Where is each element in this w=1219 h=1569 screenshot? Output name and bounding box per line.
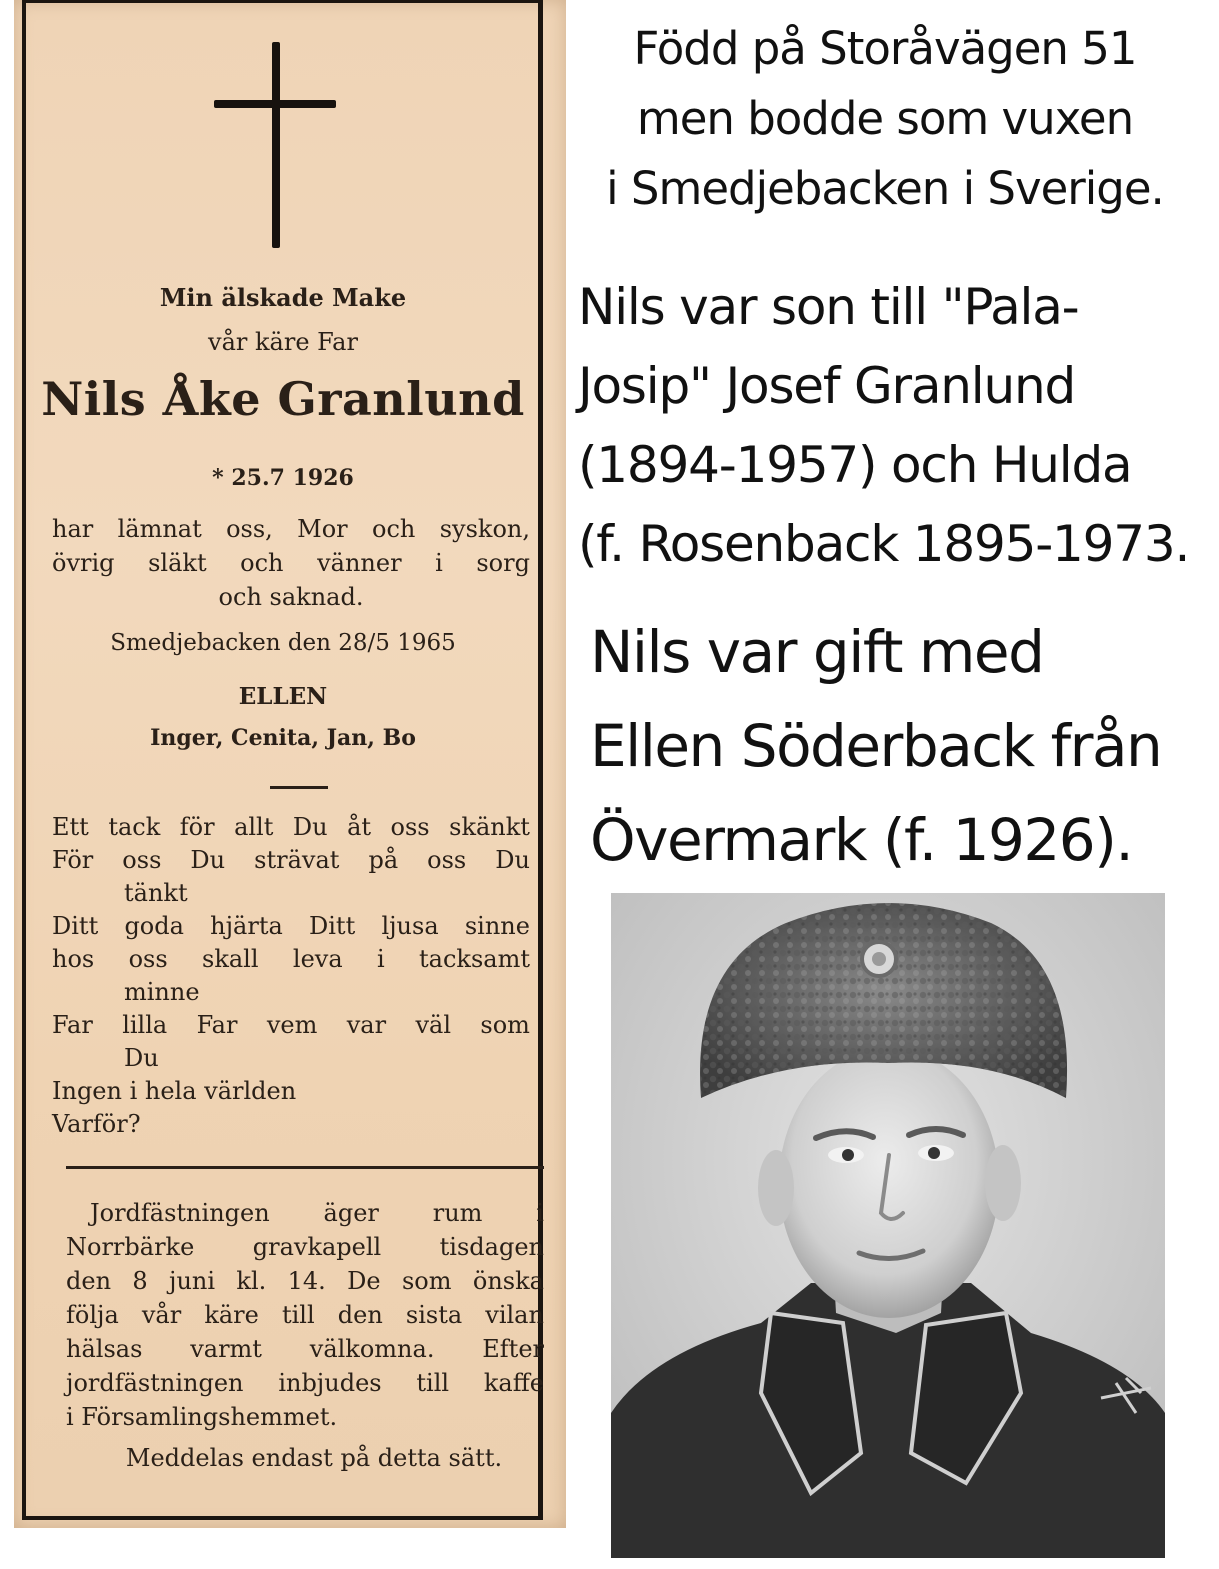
word: kaffe <box>483 1369 544 1397</box>
word: goda <box>124 912 184 940</box>
word: och <box>372 515 416 543</box>
children-names: Inger, Cenita, Jan, Bo <box>150 725 416 751</box>
word: i <box>435 549 443 577</box>
obituary-paragraph-line: och saknad. <box>218 583 364 611</box>
place-and-date: Smedjebacken den 28/5 1965 <box>110 630 456 656</box>
word: åt <box>347 813 372 841</box>
word: följa <box>66 1301 119 1329</box>
word: vänner <box>317 549 402 577</box>
word: Du <box>292 813 328 841</box>
caption-marriage-line-2: Ellen Söderback från <box>590 712 1162 780</box>
word: som <box>401 1267 452 1295</box>
poem-line: minne <box>124 978 200 1006</box>
word: tack <box>108 813 161 841</box>
word: vem <box>266 1011 318 1039</box>
clipping-border-left <box>22 0 26 1520</box>
word: tacksamt <box>419 945 530 973</box>
word: sorg <box>476 549 530 577</box>
ear-right <box>985 1145 1021 1221</box>
word: oss, <box>226 515 273 543</box>
word: allt <box>234 813 274 841</box>
poem-line <box>52 943 530 976</box>
word: tisdagen <box>439 1233 544 1261</box>
word: i <box>536 1199 544 1227</box>
word: oss <box>128 945 168 973</box>
word: vår <box>141 1301 182 1329</box>
word: som <box>480 1011 530 1039</box>
word: oss <box>427 846 467 874</box>
caption-born-line-3: i Smedjebacken i Sverige. <box>606 162 1164 215</box>
word: övrig <box>52 549 115 577</box>
word: ljusa <box>381 912 439 940</box>
word: Du <box>190 846 226 874</box>
word: lilla <box>122 1011 168 1039</box>
word: juni <box>169 1267 216 1295</box>
word: kl. <box>236 1267 267 1295</box>
caption-marriage-line-3: Övermark (f. 1926). <box>590 806 1133 874</box>
word: Ditt <box>309 912 356 940</box>
cross-icon-vertical-bar <box>272 42 280 248</box>
birth-date: * 25.7 1926 <box>212 465 354 491</box>
portrait-illustration <box>611 893 1165 1558</box>
poem-line <box>52 844 530 877</box>
word: Norrbärke <box>66 1233 195 1261</box>
short-divider <box>270 786 328 789</box>
funeral-line <box>66 1264 544 1298</box>
caption-parents-line-3: (1894-1957) och Hulda <box>578 436 1132 494</box>
obituary-clipping <box>14 0 566 1528</box>
obituary-paragraph <box>52 512 530 614</box>
funeral-line <box>66 1230 544 1264</box>
word: hjärta <box>210 912 283 940</box>
caption-parents-line-2: Josip" Josef Granlund <box>578 357 1075 415</box>
word: Far <box>52 1011 93 1039</box>
poem-line: tänkt <box>124 879 188 907</box>
word: för <box>179 813 215 841</box>
long-divider <box>66 1166 544 1169</box>
word: äger <box>323 1199 379 1227</box>
word: Mor <box>297 515 348 543</box>
word: Far <box>196 1011 238 1039</box>
poem-line <box>52 910 530 943</box>
word: gravkapell <box>252 1233 382 1261</box>
word: 8 <box>132 1267 148 1295</box>
face <box>779 1048 999 1318</box>
word: sinne <box>464 912 530 940</box>
word: syskon, <box>439 515 530 543</box>
clipping-border-top <box>22 0 543 3</box>
word: var <box>346 1011 387 1039</box>
caption-marriage-line-1: Nils var gift med <box>590 618 1044 686</box>
word: leva <box>292 945 343 973</box>
word: väl <box>415 1011 452 1039</box>
caption-born-line-2: men bodde som vuxen <box>636 92 1134 145</box>
word: den <box>66 1267 112 1295</box>
poem-line <box>52 1009 530 1042</box>
word: till <box>416 1369 450 1397</box>
word: lämnat <box>117 515 202 543</box>
word: önska <box>472 1267 544 1295</box>
word: på <box>368 846 399 874</box>
word: oss <box>390 813 430 841</box>
word: oss <box>122 846 162 874</box>
caption-born-line-1: Född på Storåvägen 51 <box>633 22 1137 75</box>
portrait-photo <box>611 893 1165 1558</box>
word: i <box>376 945 385 973</box>
poem-line <box>52 811 530 844</box>
word: till <box>281 1301 315 1329</box>
cross-icon-horizontal-bar <box>214 100 336 108</box>
poem-line: Du <box>124 1044 159 1072</box>
widow-name: ELLEN <box>238 683 328 710</box>
funeral-line: i Församlingshemmet. <box>66 1403 338 1431</box>
funeral-line <box>66 1332 544 1366</box>
poem-line: Varför? <box>52 1110 141 1138</box>
funeral-line <box>66 1196 544 1230</box>
caption-parents-line-1: Nils var son till "Pala- <box>578 278 1079 336</box>
notice-closing-line: Meddelas endast på detta sätt. <box>125 1444 503 1472</box>
funeral-line <box>66 1366 544 1400</box>
deceased-name: Nils Åke Granlund <box>41 372 525 426</box>
caption-parents-line-4: (f. Rosenback 1895-1973. <box>578 515 1190 573</box>
word: För <box>52 846 94 874</box>
word: välkomna. <box>309 1335 435 1363</box>
word: har <box>52 515 94 543</box>
word: den <box>337 1301 383 1329</box>
word: Jordfästningen <box>90 1199 270 1227</box>
word: skall <box>202 945 259 973</box>
word: Ditt <box>52 912 99 940</box>
word: skänkt <box>449 813 530 841</box>
obituary-intro-line-1: Min älskade Make <box>159 283 407 312</box>
word: varmt <box>190 1335 262 1363</box>
memorial-poem <box>52 811 530 1141</box>
poem-line: Ingen i hela världen <box>52 1077 297 1105</box>
word: inbjudes <box>278 1369 382 1397</box>
funeral-line <box>66 1298 544 1332</box>
word: hälsas <box>66 1335 143 1363</box>
word: 14. <box>287 1267 326 1295</box>
word: sista <box>405 1301 463 1329</box>
word: Efter <box>482 1335 544 1363</box>
word: rum <box>432 1199 483 1227</box>
word: jordfästningen <box>66 1369 244 1397</box>
ear-left <box>758 1150 794 1226</box>
word: De <box>347 1267 381 1295</box>
word: käre <box>204 1301 259 1329</box>
obituary-paragraph-line <box>52 512 530 546</box>
word: strävat <box>254 846 340 874</box>
clipping-border-bottom <box>22 1516 543 1520</box>
obituary-paragraph-line <box>52 546 530 580</box>
obituary-intro-line-2: vår käre Far <box>208 328 358 356</box>
word: släkt <box>148 549 207 577</box>
word: och <box>240 549 284 577</box>
word: Ett <box>52 813 89 841</box>
word: vilan <box>485 1301 544 1329</box>
word: hos <box>52 945 95 973</box>
funeral-announcement <box>66 1196 544 1434</box>
word: Du <box>495 846 530 874</box>
